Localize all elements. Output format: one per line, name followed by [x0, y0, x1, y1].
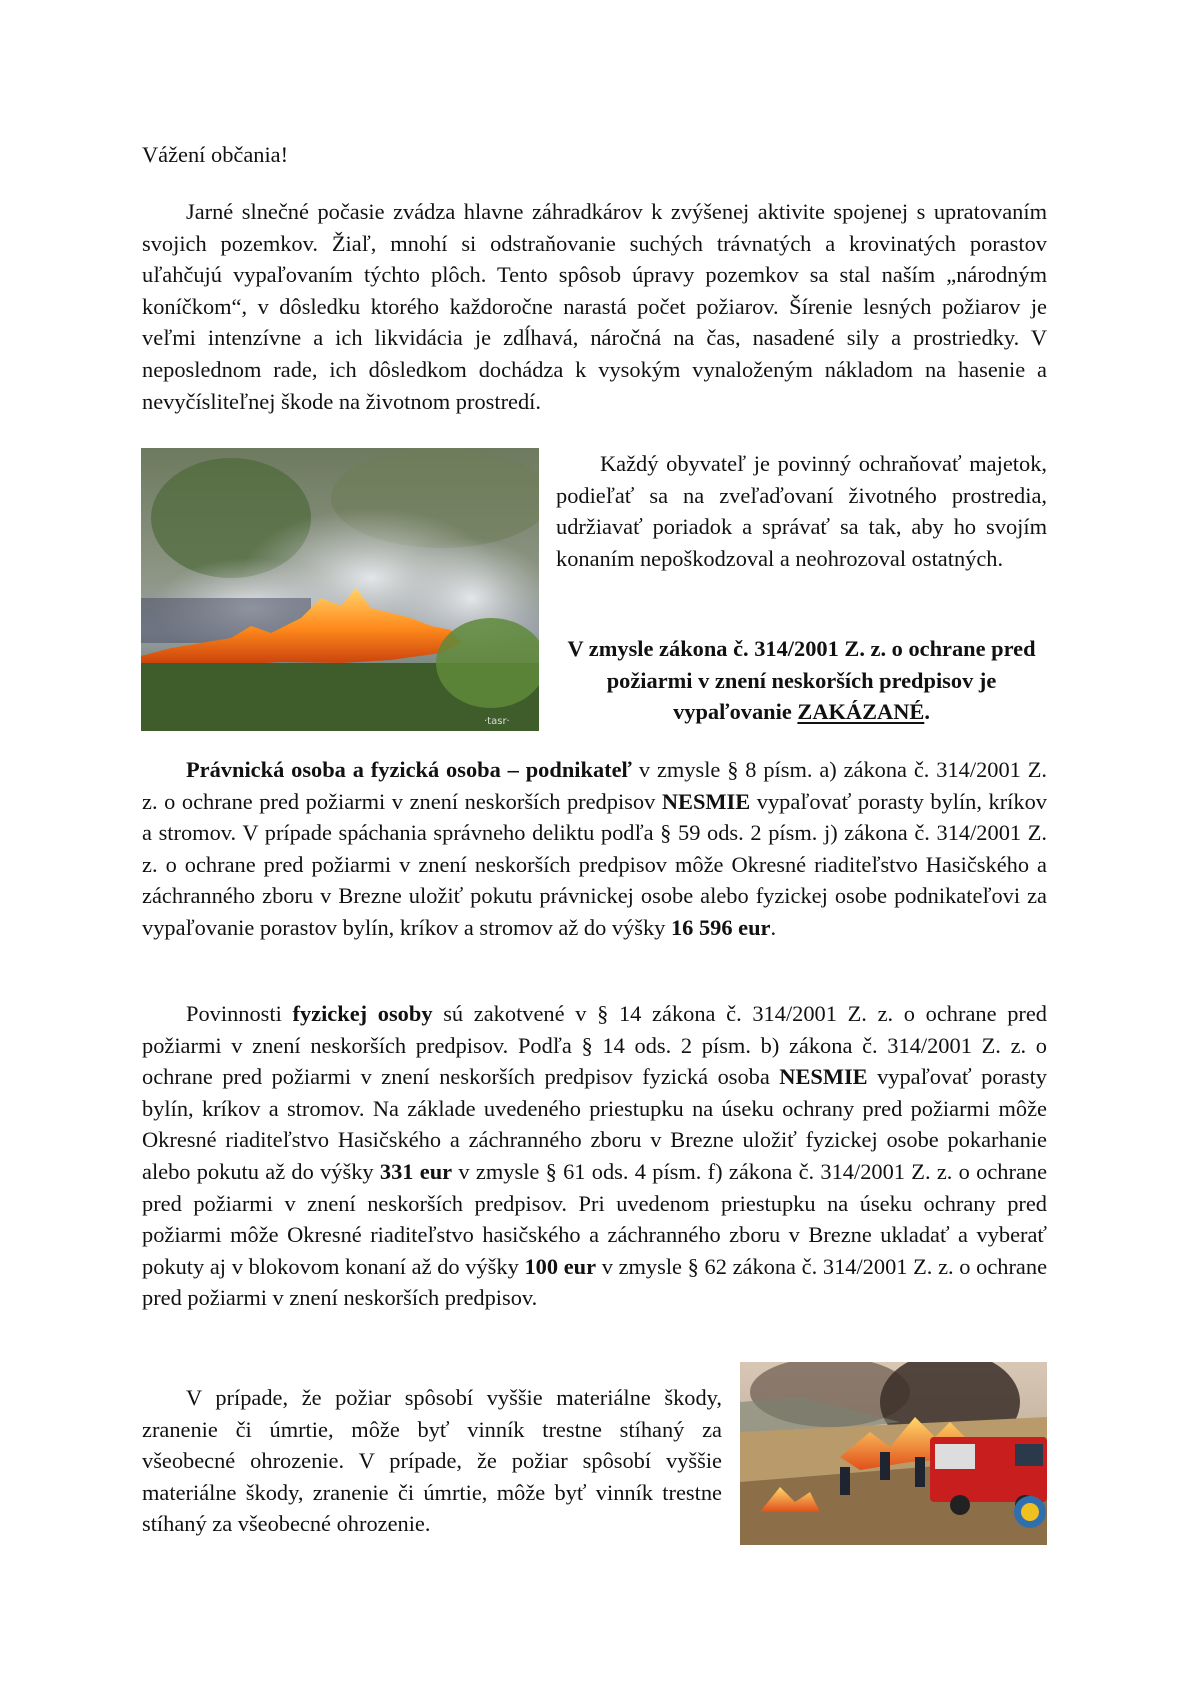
intro-paragraph: Jarné slnečné počasie zvádza hlavne záhradkárov k zvýšenej aktivite spojenej s upratovaním svojich pozemkov. Žiaľ, mnohí si odstraňovanie suchých trávnatých a krovinatých porastov uľahčujú vypaľovaním týchto plôch. Tento spôsob úpravy pozemkov sa stal naším „národným koníčkom“, v dôsledku ktorého každoročne narastá počet požiarov. Šírenie lesných požiarov je veľmi intenzívne a ich likvidácia je zdĺhavá, náročná na čas, nasadené sily a prostriedky. V neposlednom rade, ich dôsledkom dochádza k vysokým vynaloženým nákladom na hasenie a nevyčísliteľnej škode na životnom prostredí. — [142, 199, 1047, 414]
block-fine-amount: 100 eur — [524, 1253, 597, 1279]
nesmie-emphasis: NESMIE — [779, 1064, 868, 1090]
notice-suffix: . — [924, 699, 930, 725]
natural-person-text-1: sú zakotvené v § 14 zákona č. 314/2001 Z. z. o ochrane pred požiarmi v znení neskorších predpisov. Podľa § 14 ods. 2 písm. b) zákona č. 314/2001 Z. z. o ochrane pred požiarmi v znení neskorších predpisov fyzická osoba — [142, 1001, 1047, 1090]
natural-person-text-3: v zmysle § 61 ods. 4 písm. f) zákona č. 314/2001 Z. z. o ochrane pred požiarmi v znení neskorších predpisov. Pri uvedenom priestupku na úseku ochrany pred požiarmi môže Okresné riaditeľstvo hasičského a záchranného zboru v Brezne ukladať a vyberať pokuty aj v blokovom konaní až do výšky — [142, 1158, 1048, 1279]
legal-entity-text-2: vypaľovať porasty bylín, kríkov a stromov. V prípade spáchania správneho deliktu podľa § 59 ods. 2 písm. j) zákona č. 314/2001 Z. z. o ochrane pred požiarmi v znení neskorších predpisov môže Okresné riaditeľstvo Hasičského a záchranného zboru v Brezne uložiť pokutu právnickej osobe alebo fyzickej osobe podnikateľovi za vypaľovanie porastov bylín, kríkov a stromov až do výšky — [142, 788, 1047, 940]
natural-person-text-0: Povinnosti — [186, 1001, 293, 1026]
notice-emphasis: ZAKÁZANÉ — [797, 699, 925, 725]
legal-entity-text-3: . — [770, 914, 777, 940]
notice-text: V zmysle zákona č. 314/2001 Z. z. o ochrane pred požiarmi v znení neskorších predpisov je vypaľovanie — [567, 636, 1036, 725]
natural-person-text-4: v zmysle § 62 zákona č. 314/2001 Z. z. o ochrane pred požiarmi v znení neskorších predpisov. — [142, 1253, 1048, 1311]
natural-person-paragraph — [142, 998, 1047, 1314]
fine-amount: 331 eur — [379, 1158, 453, 1184]
criminal-liability-paragraph: V prípade, že požiar spôsobí vyššie materiálne škody, zranenie či úmrtie, môže byť vinník trestne stíhaný za všeobecné ohrozenie. V prípade, že požiar spôsobí vyššie materiálne škody, zranenie či úmrtie, môže byť vinník trestne stíhaný za všeobecné ohrozenie. — [142, 1385, 722, 1537]
natural-person-lead: fyzickej osoby — [292, 1001, 433, 1026]
prohibition-notice — [556, 633, 1047, 728]
salutation: Vážení občania! — [142, 142, 289, 167]
firefighters-photo — [740, 1362, 1047, 1545]
legal-entity-lead: Právnická osoba a fyzická osoba – podnikateľ — [186, 757, 633, 782]
grass-fire-photo — [141, 448, 539, 731]
watermark: ·tasr· — [484, 716, 510, 727]
duty-paragraph: Každý obyvateľ je povinný ochraňovať majetok, podieľať sa na zveľaďovaní životného prostredia, udržiavať poriadok a správať sa tak, aby ho svojím konaním nepoškodzoval a neohrozoval ostatných. — [556, 451, 1047, 571]
legal-entity-text-1: v zmysle § 8 písm. a) zákona č. 314/2001 Z. z. o ochrane pred požiarmi v znení neskorších predpisov — [142, 757, 1047, 814]
natural-person-text-2: vypaľovať porasty bylín, kríkov a stromov. Na základe uvedeného priestupku na úseku ochrany pred požiarmi môže Okresné riaditeľstvo Hasičského a záchranného zboru v Brezne uložiť fyzickej osobe pokarhanie alebo pokutu až do výšky — [142, 1064, 1047, 1184]
fine-amount: 16 596 eur — [670, 914, 771, 940]
legal-entity-paragraph — [142, 754, 1047, 944]
nesmie-emphasis: NESMIE — [661, 788, 751, 814]
